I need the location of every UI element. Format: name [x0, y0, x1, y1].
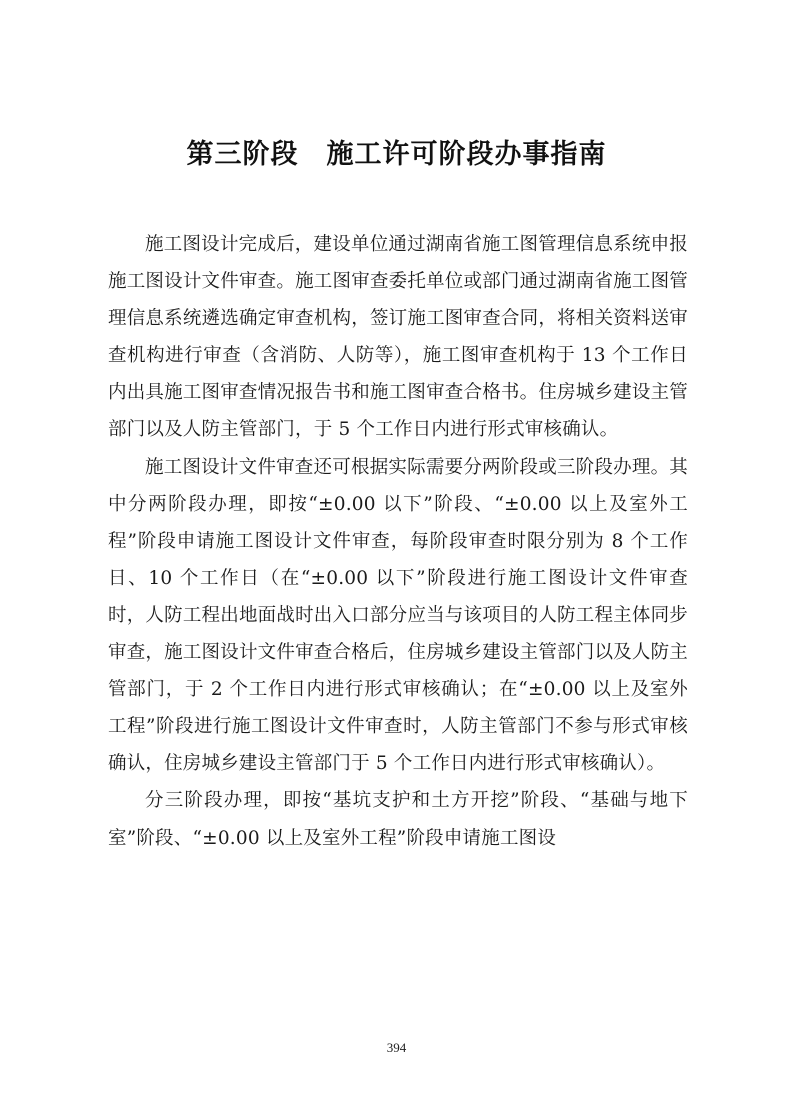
body-text [108, 226, 688, 857]
page-title: 第三阶段 施工许可阶段办事指南 [186, 139, 607, 170]
page-number: 394 [386, 1040, 407, 1055]
paragraph-1: 施工图设计完成后，建设单位通过湖南省施工图管理信息系统申报施工图设计文件审查。施工图审查委托单位或部门通过湖南省施工图管理信息系统遴选确定审查机构，签订施工图审查合同，将相关资料送审查机构进行审查（含消防、人防等），施工图审查机构于 13 个工作日内出具施工图审查情况报告书和施工图审查合格书。住房城乡建设主管部门以及人防主管部门，于 5 个工作日内进行形式审核确认。 [108, 234, 688, 441]
paragraph-2: 施工图设计文件审查还可根据实际需要分两阶段或三阶段办理。其中分两阶段办理，即按“±0.00 以下”阶段、“±0.00 以上及室外工程”阶段申请施工图设计文件审查，每阶段审查时限分别为 8 个工作日、10 个工作日（在“±0.00 以下”阶段进行施工图设计文件审查时，人防工程出地面战时出入口部分应当与该项目的人防工程主体同步审查，施工图设计文件审查合格后，住房城乡建设主管部门以及人防主管部门，于 2 个工作日内进行形式审核确认；在“±0.00 以上及室外工程”阶段进行施工图设计文件审查时，人防主管部门不参与形式审核确认，住房城乡建设主管部门于 5 个工作日内进行形式审核确认）。 [108, 456, 688, 775]
paragraph-3: 分三阶段办理，即按“基坑支护和土方开挖”阶段、“基础与地下室”阶段、“±0.00 以上及室外工程”阶段申请施工图设 [108, 790, 688, 849]
